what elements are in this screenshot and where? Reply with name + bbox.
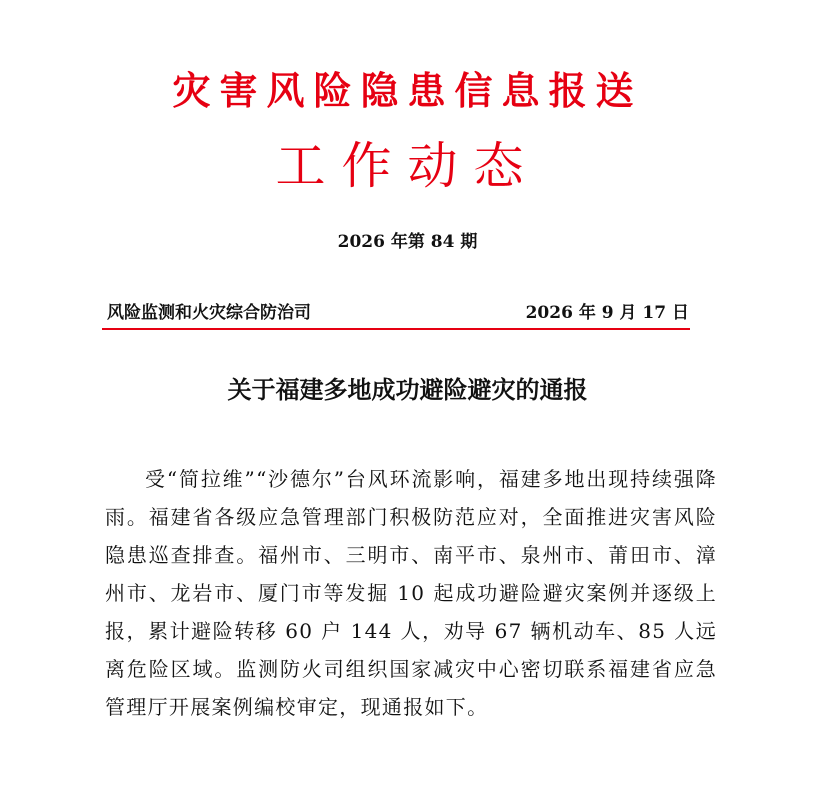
masthead-title-line2: 工作动态 [275, 137, 540, 195]
red-divider [102, 328, 690, 330]
issuing-organization: 风险监测和火灾综合防治司 [107, 303, 311, 323]
document-title: 关于福建多地成功避险避灾的通报 [227, 375, 588, 404]
meta-row [107, 300, 689, 326]
issue-number: 2026 年第 84 期 [337, 232, 478, 252]
masthead-title-line1: 灾害风险隐患信息报送 [172, 68, 643, 113]
issue-date: 2026 年 9 月 17 日 [525, 303, 689, 323]
body-paragraph: 受“简拉维”“沙德尔”台风环流影响，福建多地出现持续强降雨。福建省各级应急管理部门积极防范应对，全面推进灾害风险隐患巡查排查。福州市、三明市、南平市、泉州市、莆田市、漳州市、龙岩市、厦门市等发掘 10 起成功避险避灾案例并逐级上报，累计避险转移 60 户 144 人，劝导 67 辆机动车、85 人远离危险区域。监测防火司组织国家减灾中心密切联系福建省应急管理厅开展案例编校审定，现通报如下。 [105, 467, 717, 719]
